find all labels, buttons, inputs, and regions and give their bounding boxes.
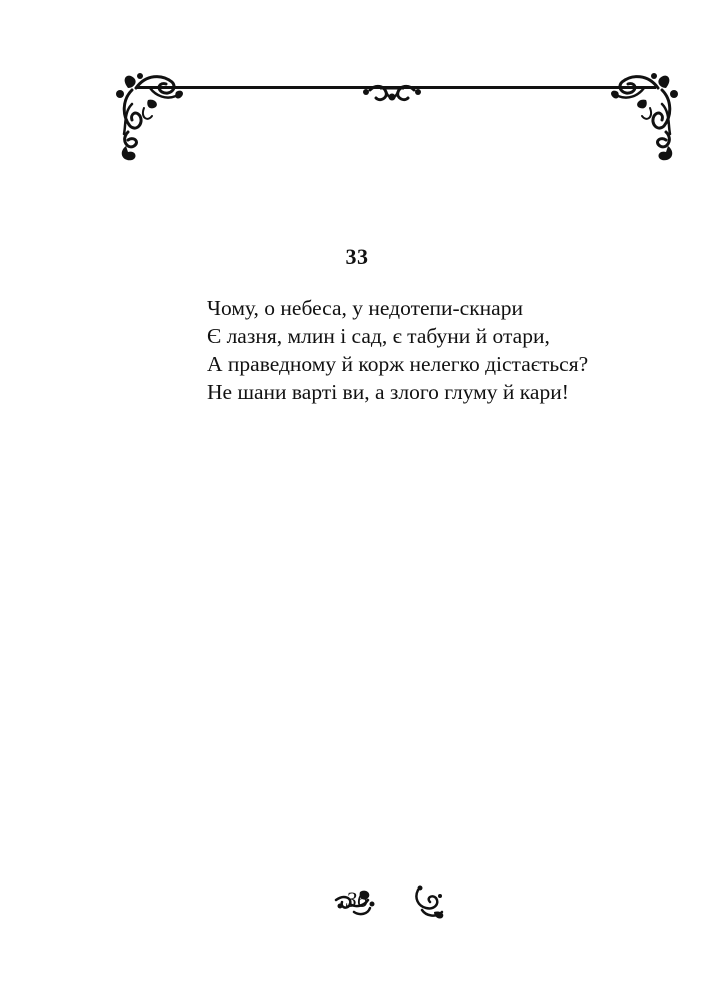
poem-line: Є лазня, млин і сад, є табуни й отари, <box>207 324 550 348</box>
poem-line: А праведному й корж нелегко дістається? <box>207 352 589 376</box>
poem-line: Не шани варті ви, а злого глуму й кари! <box>207 380 569 404</box>
ornamental-frame-icon <box>0 0 714 200</box>
poem-number: 33 <box>345 244 369 269</box>
page-number: 36 <box>346 887 368 912</box>
header-ornamental-frame <box>0 0 714 200</box>
poem-line: Чому, о небеса, у недотепи-скнари <box>207 296 523 320</box>
center-flourish-icon <box>363 86 421 100</box>
poem-stanza <box>207 294 687 406</box>
